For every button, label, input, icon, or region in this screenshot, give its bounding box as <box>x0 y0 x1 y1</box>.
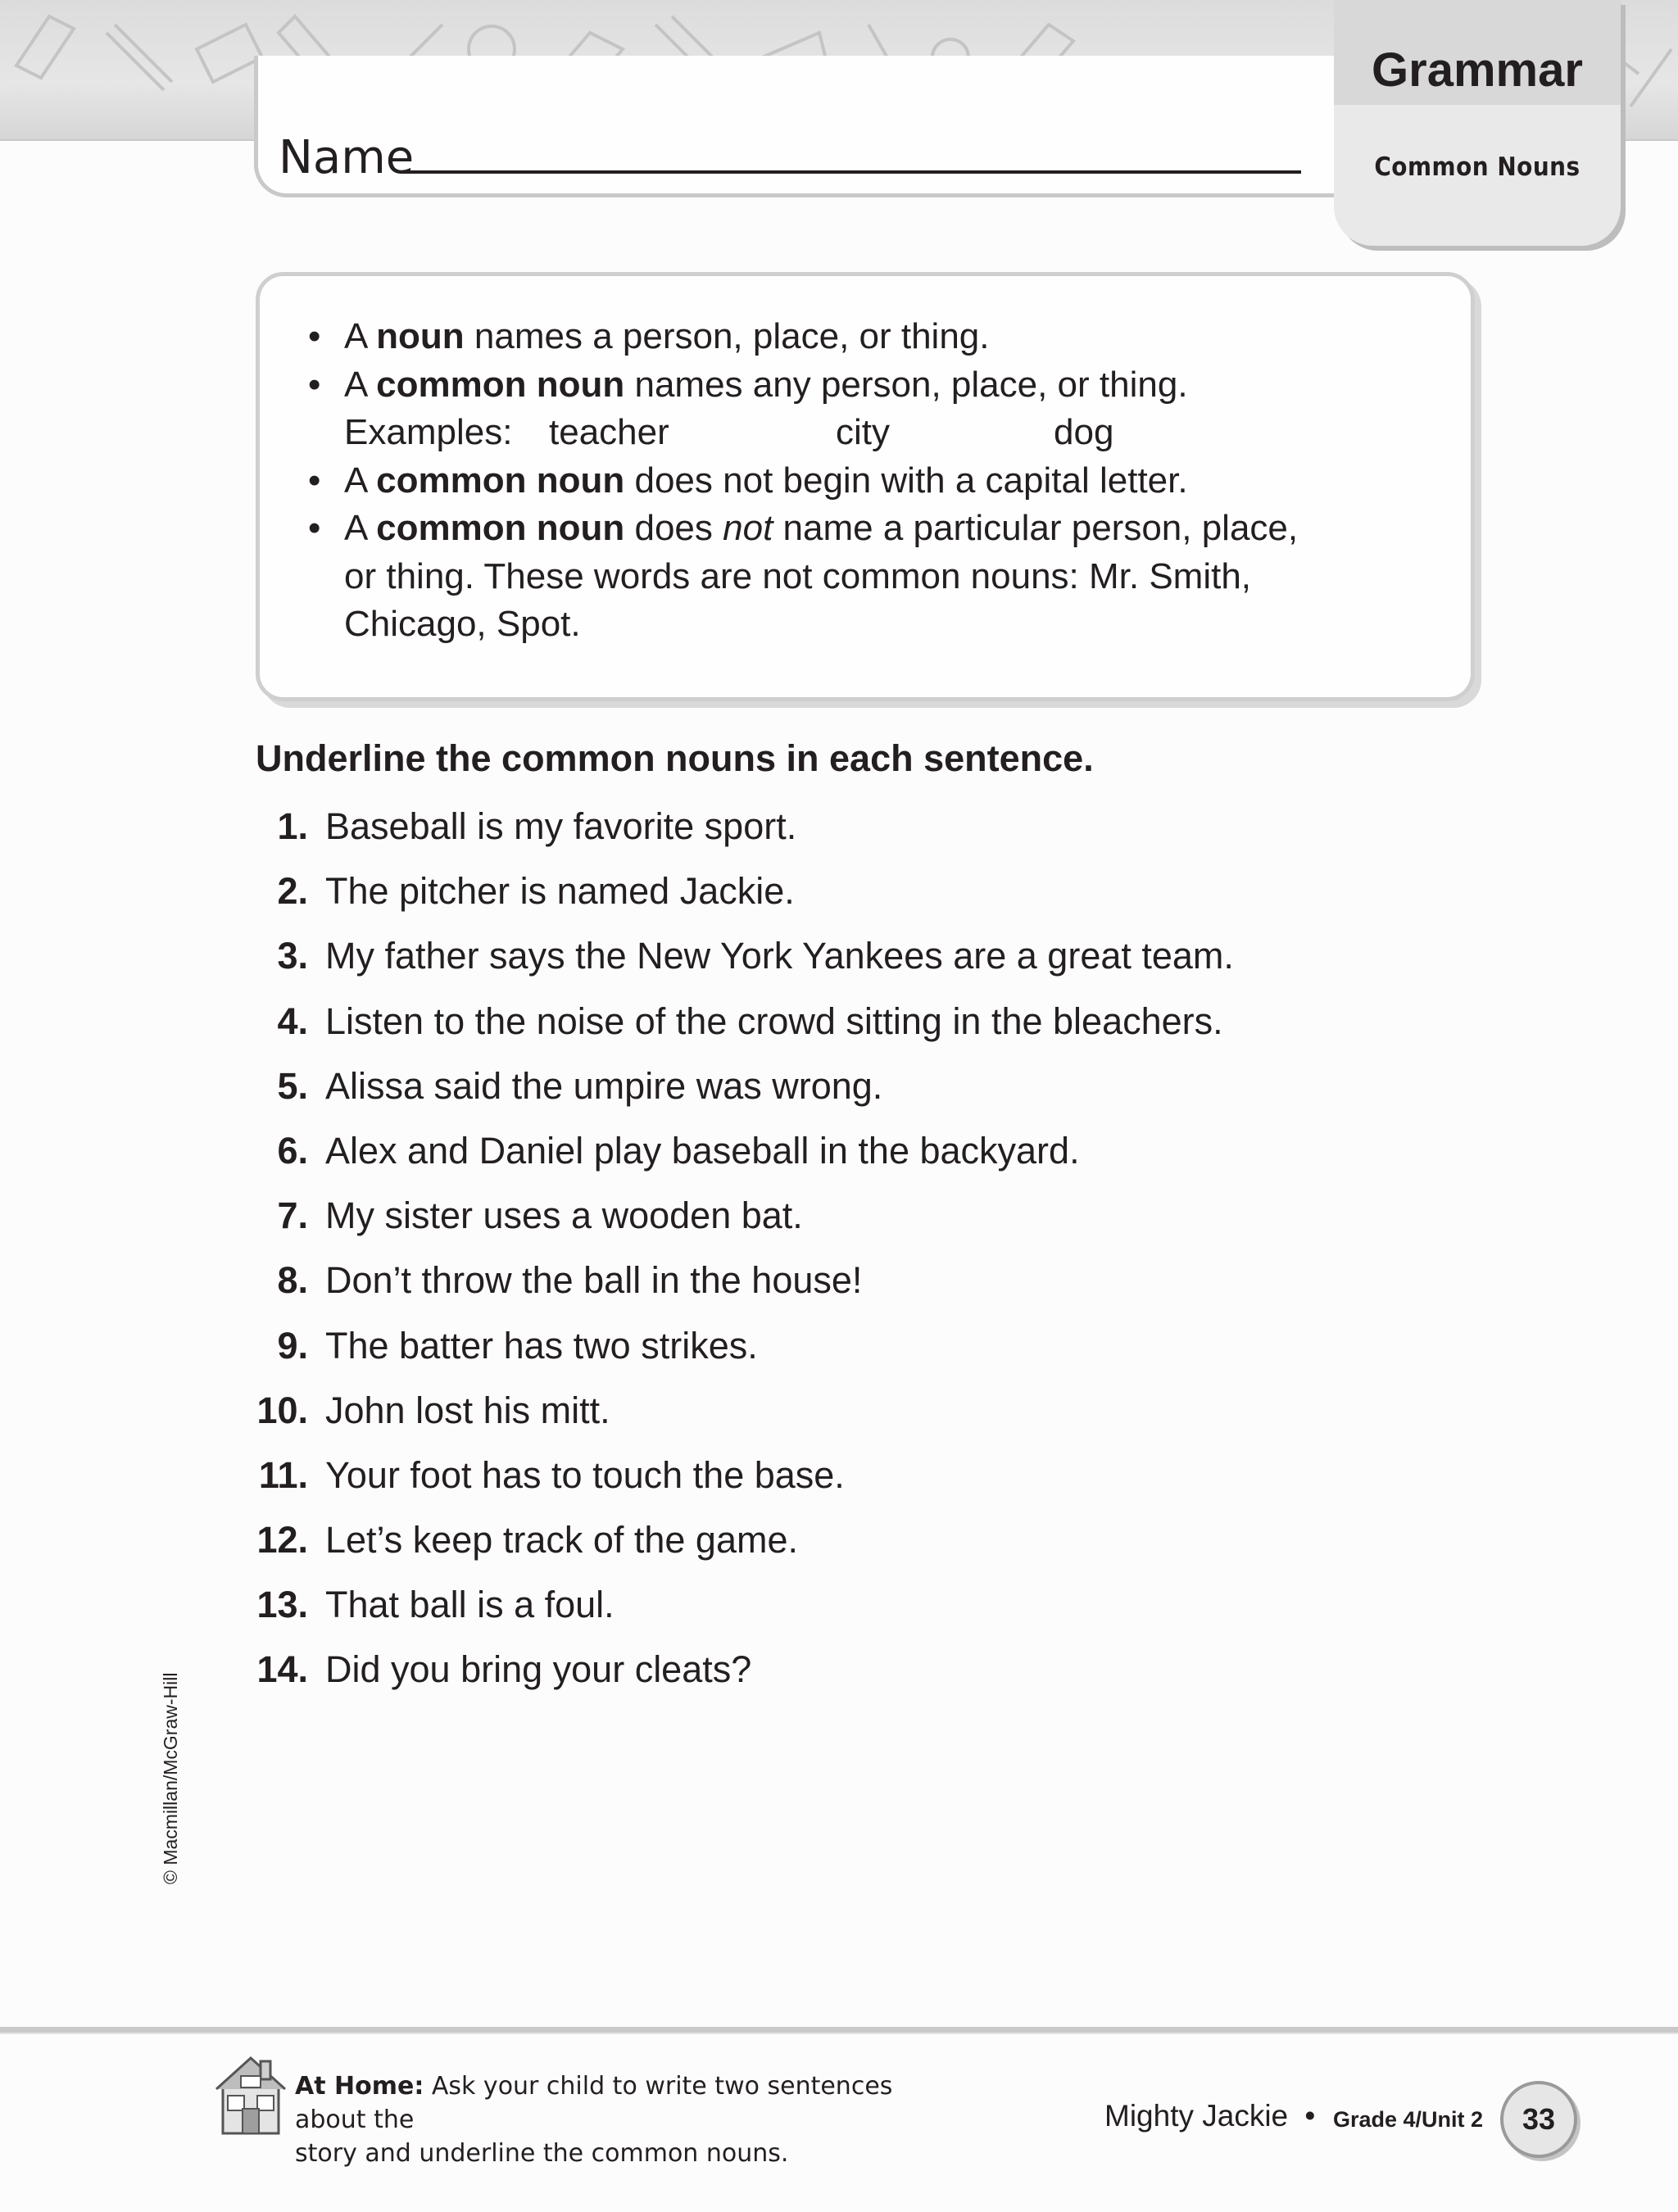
rule-4-line-3: Chicago, Spot. <box>344 604 581 644</box>
list-item[interactable] <box>246 928 1475 993</box>
at-home-line-1: Ask your child to write two sentences about the <box>295 2072 893 2134</box>
story-name: Mighty Jackie <box>1104 2099 1289 2133</box>
item-number: 4. <box>277 999 308 1042</box>
rule-2 <box>308 361 1455 410</box>
rule-term: common noun <box>376 460 625 501</box>
rule-text: names a person, place, or thing. <box>474 316 990 356</box>
section-tab <box>1334 0 1621 246</box>
rule-4-line-2: or thing. These words are not common nouns: Mr. Smith, <box>344 555 1252 596</box>
rule-text: name a particular person, place, <box>782 508 1299 548</box>
list-item[interactable] <box>246 1642 1475 1707</box>
name-panel <box>254 56 1348 197</box>
item-number: 1. <box>277 805 308 847</box>
item-sentence[interactable]: Let’s keep track of the game. <box>325 1519 799 1562</box>
list-item[interactable] <box>246 994 1475 1058</box>
rule-text: does <box>634 508 713 548</box>
item-sentence[interactable]: My sister uses a wooden bat. <box>325 1194 803 1237</box>
item-number: 12. <box>256 1519 308 1562</box>
rule-term: common noun <box>376 508 625 548</box>
bullet-icon: • <box>308 364 321 405</box>
bullet-icon: • <box>308 460 321 501</box>
example-word: dog <box>1054 412 1114 452</box>
name-label: Name <box>279 131 415 184</box>
item-number: 8. <box>277 1259 308 1302</box>
at-home-note <box>295 2069 950 2170</box>
rule-text: A <box>344 460 366 501</box>
item-number: 5. <box>277 1064 308 1107</box>
at-home-label: At Home: <box>295 2072 424 2101</box>
name-field[interactable] <box>400 170 1301 174</box>
item-number: 2. <box>277 870 308 913</box>
list-item[interactable] <box>246 1448 1475 1512</box>
list-item[interactable] <box>246 1253 1475 1317</box>
rule-term: noun <box>376 316 465 356</box>
item-sentence[interactable]: Don’t throw the ball in the house! <box>325 1259 863 1302</box>
house-icon <box>211 2048 290 2138</box>
list-item[interactable] <box>246 1188 1475 1253</box>
rule-text: A <box>344 316 366 356</box>
bullet-icon: • <box>308 316 321 356</box>
list-item[interactable] <box>246 799 1475 863</box>
rule-3 <box>308 457 1455 505</box>
footer-divider <box>0 2027 1678 2034</box>
item-sentence[interactable]: Listen to the noise of the crowd sitting in the bleachers. <box>325 999 1223 1042</box>
list-item[interactable] <box>246 1383 1475 1448</box>
section-subtitle: Common Nouns <box>1374 152 1580 182</box>
item-sentence[interactable]: My father says the New York Yankees are a great team. <box>325 935 1234 977</box>
instruction: Underline the common nouns in each sentence. <box>256 737 1094 779</box>
item-sentence[interactable]: John lost his mitt. <box>325 1389 610 1431</box>
footer-bullet: • <box>1304 2099 1316 2133</box>
item-number: 6. <box>277 1129 308 1172</box>
item-sentence[interactable]: Did you bring your cleats? <box>325 1648 752 1691</box>
item-number: 14. <box>256 1648 308 1691</box>
at-home-line-2: story and underline the common nouns. <box>295 2139 789 2168</box>
item-number: 3. <box>277 935 308 977</box>
rule-1 <box>308 313 1455 361</box>
item-sentence[interactable]: That ball is a foul. <box>325 1584 615 1626</box>
rule-text: A <box>344 364 366 405</box>
item-number: 10. <box>256 1389 308 1431</box>
list-item[interactable] <box>246 1512 1475 1577</box>
grade-unit: Grade 4/Unit 2 <box>1333 2107 1484 2132</box>
section-title: Grammar <box>1372 43 1583 97</box>
item-number: 13. <box>256 1584 308 1626</box>
list-item[interactable] <box>246 1318 1475 1383</box>
item-sentence[interactable]: Alex and Daniel play baseball in the backyard. <box>325 1129 1080 1172</box>
list-item[interactable] <box>246 1123 1475 1188</box>
list-item[interactable] <box>246 1577 1475 1642</box>
item-sentence[interactable]: The pitcher is named Jackie. <box>325 870 795 913</box>
example-word: city <box>836 412 890 452</box>
bullet-icon: • <box>308 508 321 548</box>
item-number: 11. <box>258 1453 308 1496</box>
page-number: 33 <box>1500 2081 1577 2158</box>
rule-term: common noun <box>376 364 625 405</box>
copyright: © Macmillan/McGraw-Hill <box>160 1672 181 1884</box>
item-sentence[interactable]: Baseball is my favorite sport. <box>325 805 797 847</box>
item-sentence[interactable]: Your foot has to touch the base. <box>325 1453 845 1496</box>
item-number: 9. <box>277 1324 308 1367</box>
example-word: teacher <box>549 412 669 452</box>
item-sentence[interactable]: Alissa said the umpire was wrong. <box>325 1064 883 1107</box>
item-number: 7. <box>277 1194 308 1237</box>
rule-text: names any person, place, or thing. <box>634 364 1188 405</box>
rules-list <box>308 313 1455 649</box>
rule-text: A <box>344 508 366 548</box>
list-item[interactable] <box>246 1058 1475 1123</box>
list-item[interactable] <box>246 863 1475 928</box>
examples-label: Examples: <box>344 412 513 452</box>
rule-text: does not begin with a capital letter. <box>634 460 1188 501</box>
exercise-list <box>246 799 1475 1707</box>
examples-row <box>308 409 1455 457</box>
item-sentence[interactable]: The batter has two strikes. <box>325 1324 758 1367</box>
rule-4 <box>308 505 1455 553</box>
story-title <box>1104 2099 1315 2133</box>
rule-emphasis: not <box>723 508 773 548</box>
